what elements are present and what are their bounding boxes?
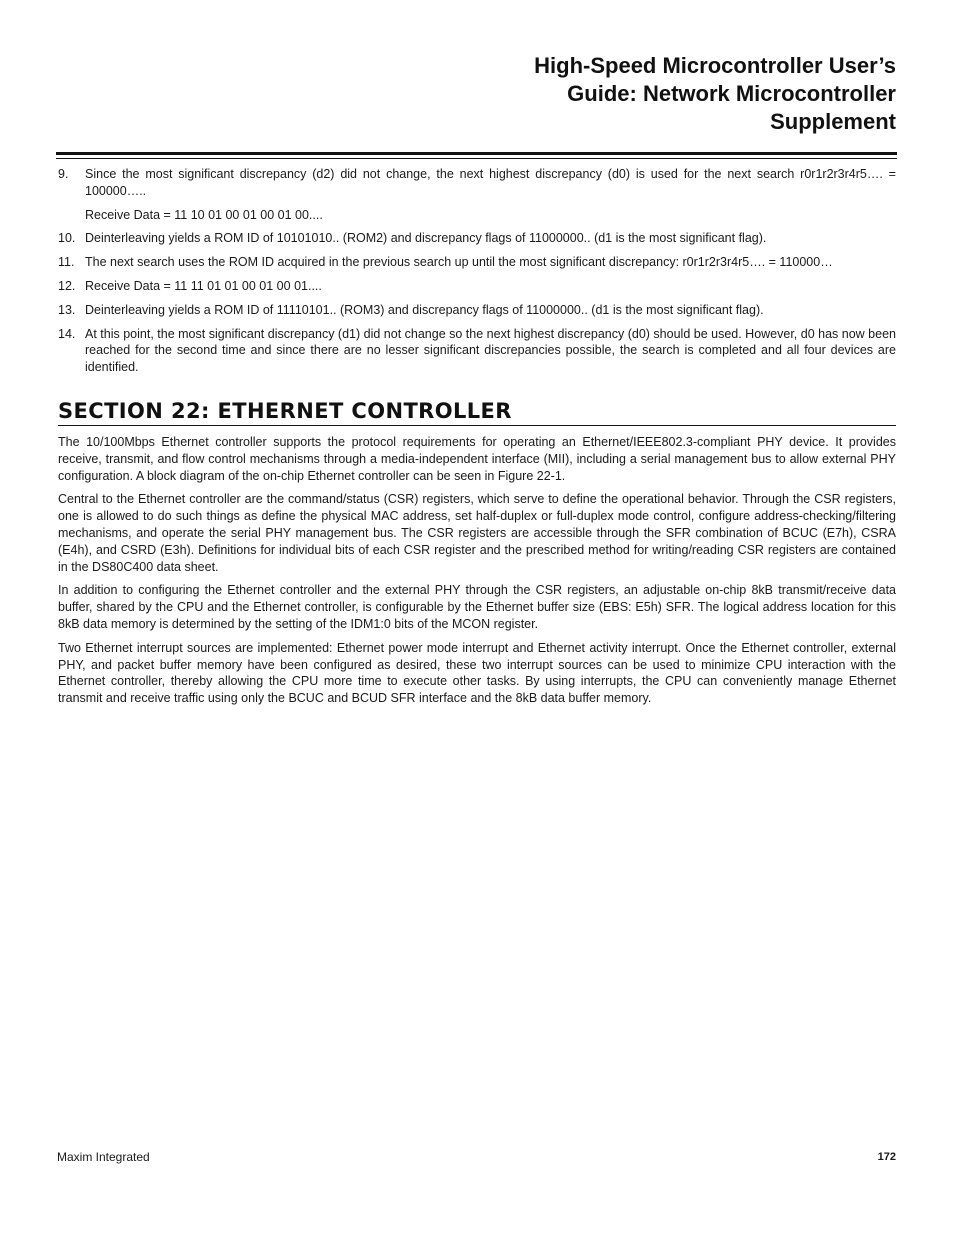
list-item bbox=[58, 254, 896, 271]
list-item-number: 9. bbox=[58, 167, 69, 181]
list-item-number: 14. bbox=[58, 326, 76, 341]
list-item-number: 11. bbox=[58, 255, 75, 270]
body-paragraph: The 10/100Mbps Ethernet controller supports the protocol requirements for operating an Ethernet/IEEE802.3-compliant PHY device. It provides receive, transmit, and flow control mechanisms through a media-independent interface (MII), including a serial management bus to allow external PHY configuration. A block diagram of the on-chip Ethernet controller can be seen in Figure 22-1. bbox=[58, 434, 896, 483]
page-number: 172 bbox=[877, 1151, 896, 1163]
footer-company: Maxim Integrated bbox=[57, 1150, 150, 1164]
title-line-2: Guide: Network Microcontroller bbox=[567, 81, 896, 106]
list-item-number: 10. bbox=[58, 231, 76, 246]
title-line-1: High-Speed Microcontroller User’s bbox=[534, 53, 896, 78]
body-paragraph: Central to the Ethernet controller are the command/status (CSR) registers, which serve to define the operational behavior. Through the CSR registers, one is allowed to do such things as define the physical MAC address, set half-duplex or full-duplex mode control, configure address-checking/filtering mechanisms, and operate the serial PHY management bus. The CSR registers are accessible through the SFR combination of BCUC (E7h), CSRA (E4h), and CSRD (E3h). Definitions for individual bits of each CSR register and the prescribed method for writing/reading CSR registers are contained in the DS80C400 data sheet. bbox=[58, 492, 896, 574]
list-item bbox=[58, 166, 896, 200]
list-item-text: At this point, the most significant discrepancy (d1) did not change so the next highest discrepancy (d0) should be used. However, d0 has now been reached for the second time and since there are no lesser significant discrepancies possible, the search is completed and all four devices are identified. bbox=[85, 326, 896, 375]
title-line-3: Supplement bbox=[770, 109, 896, 134]
header-rule-thick bbox=[56, 152, 897, 155]
page-content bbox=[58, 166, 896, 707]
list-item bbox=[58, 230, 896, 247]
list-item bbox=[58, 326, 896, 376]
list-item-text: Since the most significant discrepancy (d2) did not change, the next highest discrepancy (d0) is used for the next search r0r1r2r3r4r5…. = 100000….. bbox=[85, 167, 896, 198]
search-steps-list bbox=[58, 166, 896, 376]
section-heading: SECTION 22: ETHERNET CONTROLLER bbox=[58, 398, 896, 426]
body-paragraph: Two Ethernet interrupt sources are implemented: Ethernet power mode interrupt and Ethernet activity interrupt. Once the Ethernet controller, external PHY, and packet buffer memory have been configured as desired, these two interrupt sources can be used to minimize CPU interaction with the Ethernet controller, thereby allowing the CPU more time to execute other tasks. By using interrupts, the CPU can conveniently manage Ethernet transmit and receive traffic using only the BCUC and BCUD SFR interface and the 8kB data buffer memory. bbox=[58, 640, 896, 706]
list-item-text: Receive Data = 11 11 01 01 00 01 00 01.... bbox=[85, 278, 322, 293]
list-item-text: Deinterleaving yields a ROM ID of 10101010.. (ROM2) and discrepancy flags of 11000000.. (d1 is the most significant flag). bbox=[85, 231, 767, 246]
list-item-text: Deinterleaving yields a ROM ID of 11110101.. (ROM3) and discrepancy flags of 11000000.. (d1 is the most significant flag). bbox=[85, 302, 764, 317]
body-paragraph: In addition to configuring the Ethernet controller and the external PHY through the CSR registers, an adjustable on-chip 8kB transmit/receive data buffer, shared by the CPU and the Ethernet controller, is configurable by the Ethernet buffer size (EBS: E5h) SFR. The logical address location for this 8kB data memory is determined by the setting of the IDM1:0 bits of the MCON register. bbox=[58, 583, 896, 631]
list-item bbox=[58, 302, 896, 319]
list-item-number: 13. bbox=[58, 302, 76, 317]
header-rule-thin bbox=[56, 158, 897, 159]
list-item-number: 12. bbox=[58, 278, 76, 293]
document-title bbox=[300, 52, 896, 136]
list-item-subtext: Receive Data = 11 10 01 00 01 00 01 00.... bbox=[85, 207, 323, 222]
list-item-text: The next search uses the ROM ID acquired in the previous search up until the most significant discrepancy: r0r1r2r3r4r5…. = 110000… bbox=[85, 255, 833, 270]
list-item bbox=[58, 278, 896, 295]
